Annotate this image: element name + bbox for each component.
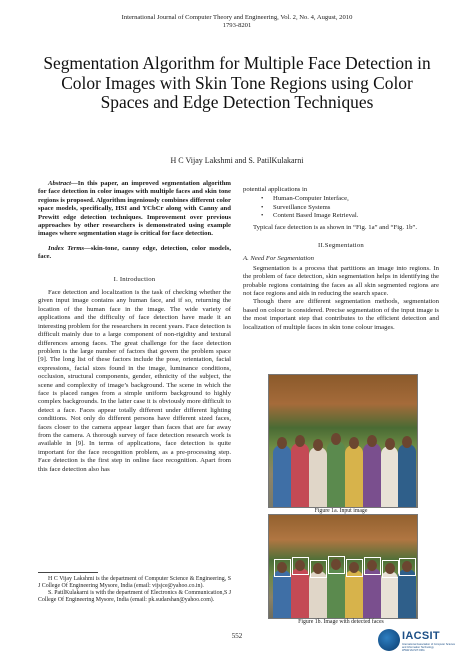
figure-1b-photo xyxy=(268,514,418,619)
figure-1a-photo xyxy=(268,374,418,508)
author-line: H C Vijay Lakshmi and S. PatilKulakarni xyxy=(170,156,304,165)
figure-1b-caption: Figure 1b. Image with detected faces xyxy=(298,619,384,625)
abstract-label: Abstract xyxy=(48,180,72,187)
logo-name: IACSIT xyxy=(402,630,440,642)
figure-1a-caption: Figure 1a. Input image xyxy=(314,508,368,514)
logo-subtitle-text: International Association of Computer Science and Information Technology xyxy=(402,643,456,650)
logo-subtitle xyxy=(402,643,460,653)
introduction-text: Face detection and localization is the task of checking whether the given input image contains any human face, and if so, returning the location of the human face in the image. The wide variety of applications and the difficulty of face detection have made it an interesting problem for the researchers in recent years. Face detection is difficult mainly due to a large component of non-rigidity and textural differences among faces. The great challenge for the face detection problem is the large number of factors that govern the problem space [9]. The long list of these factors include the pose, orientation, facial expressions, facial sizes found in the image, luminance conditions, occlusion, structural components, gender, ethnicity of the subject, the scene and complexity of image’s background. The scene in which the face is placed ranges from a simple uniform background to highly complex backgrounds. In the latter case it is obviously more difficult to detect a face. Faces appear totally different under different lighting conditions. Not only do different persons have different sized faces, faces closer to the camera appear larger than faces that are far away from the camera. A thorough survey of face detection research work is available in [9]. In terms of applications, face detection is quite important for the face recognition problem, as a pre-processing step. Face detection is the first step in online face recognition. Apart from this face detection also has xyxy=(38,289,231,473)
potential-applications-intro: potential applications in xyxy=(243,186,308,193)
left-column xyxy=(38,180,231,474)
abstract xyxy=(38,180,231,239)
footnote-2: S. PatilKulakarni is with the department of Electronics & Communication,S J College Of Engineering Mysore, India (email: pk.sudarshan@yahoo.com). xyxy=(38,590,231,603)
index-terms-label: Index Terms xyxy=(48,244,85,252)
need-paragraph-1: Segmentation is a process that partitions an image into regions. In the problem of face detection, skin segmentation helps in identifying the probable regions containing the faces as all skin segmented regions are not face regions and aids in reducing the search space. xyxy=(243,264,439,298)
need-paragraph-2: Though there are different segmentation methods, segmentation based on colour is considered. Precise segmentation of the input image is the most important step that contributes to the efficient detection and localization of multiple faces in skin tone colour images. xyxy=(243,298,439,331)
footnotes xyxy=(38,576,231,604)
page-number: 552 xyxy=(231,632,243,640)
footnote-1: H C Vijay Lakshmi is the department of Computer Science & Engineering, S J College Of Engineering Mysore, India (email: vijsjce@yahoo.co.in). xyxy=(38,576,231,589)
list-item: • Surveillance Systems xyxy=(273,204,439,212)
index-terms-text: —skin-tone, canny edge, detection, color models, face. xyxy=(38,244,231,261)
list-item: • Content Based Image Retrieval. xyxy=(273,212,439,220)
typical-detection-text: Typical face detection is as shown in “Fig. 1a” and “Fig. 1b”. xyxy=(253,223,418,231)
abstract-text: —In this paper, an improved segmentation algorithm for face detection in color images with multiple faces and skin tone regions is proposed. Algorithm ingeniously combines different color space models, specifically, HSI and YCbCr along with Canny and Prewitt edge detection techniques. Improvement over previous approaches by other researchers is demonstrated using example images where segmentation stage is critical for face detection. xyxy=(38,180,231,238)
journal-line: International Journal of Computer Theory and Engineering, Vol. 2, No. 4, August, 2010 xyxy=(121,14,353,21)
iacsit-logo xyxy=(378,627,458,663)
right-column xyxy=(243,186,439,332)
paper-title: Segmentation Algorithm for Multiple Face Detection in Color Images with Skin Tone Regions using Color Spaces and Edge Detection Techniques xyxy=(43,53,431,113)
footnote-rule xyxy=(38,572,98,573)
globe-icon xyxy=(378,629,400,651)
index-terms xyxy=(38,245,231,262)
applications-list xyxy=(243,195,439,220)
introduction-heading: I. Introduction xyxy=(113,275,156,283)
segmentation-heading: II.Segmentation xyxy=(318,242,364,250)
logo-url: WWW.IACSIT.ORG xyxy=(402,649,425,653)
list-item: • Human-Computer Interface, xyxy=(273,195,439,203)
issn-line: 1793-8201 xyxy=(222,22,252,30)
need-for-segmentation-heading: A. Need For Segmentation xyxy=(243,255,314,263)
journal-header xyxy=(0,14,474,30)
